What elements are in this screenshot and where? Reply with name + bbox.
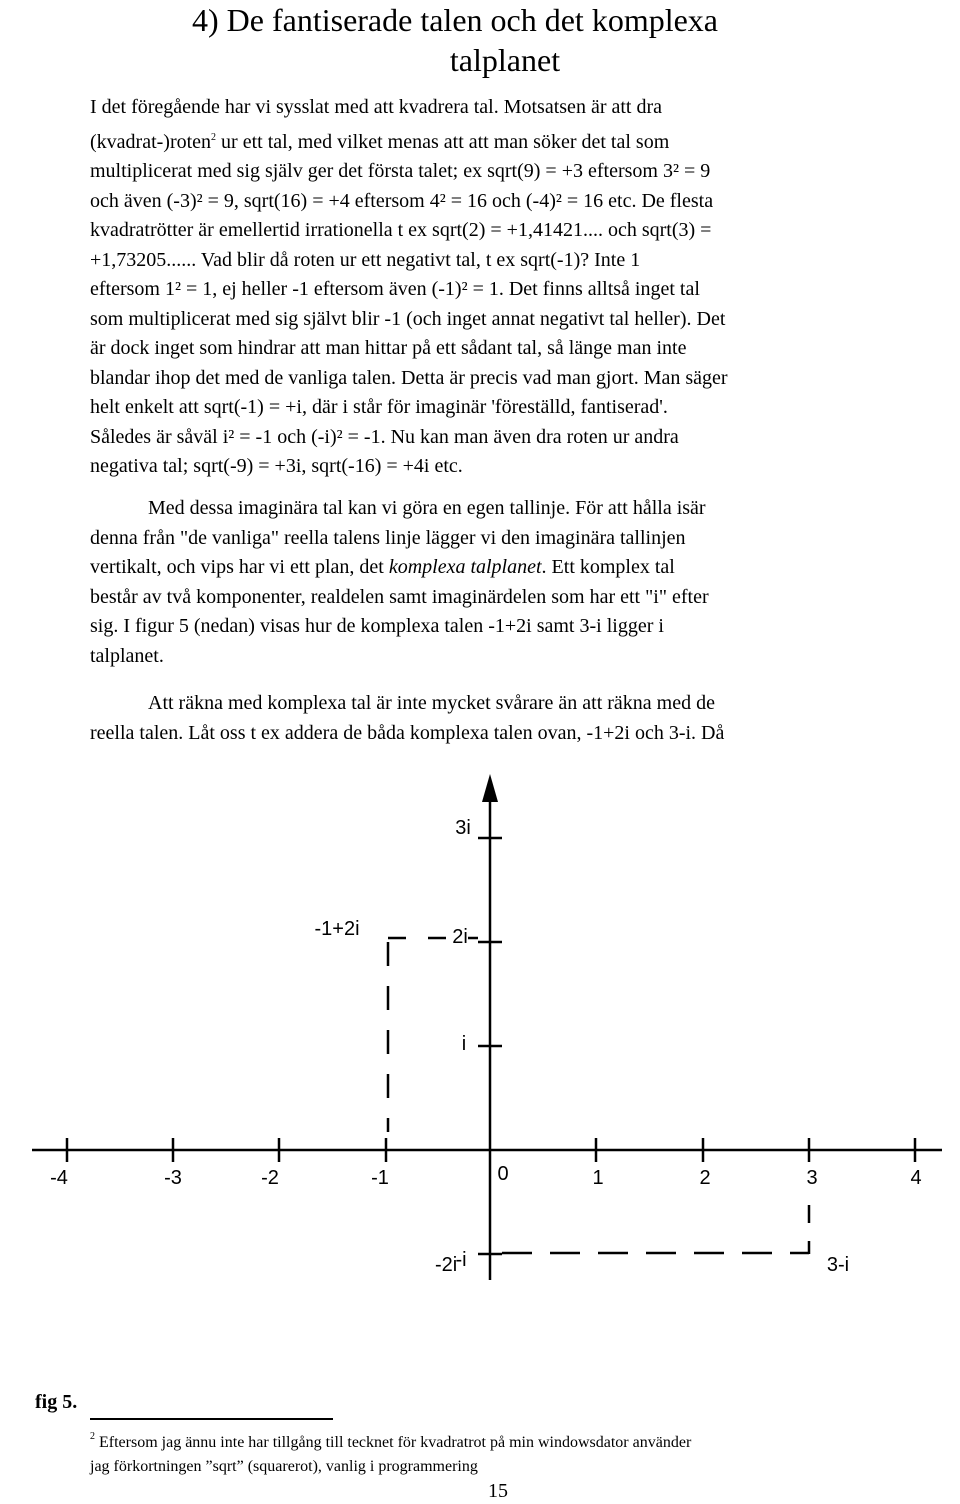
text-line: blandar ihop det med de vanliga talen. Detta är precis vad man gjort. Man säger bbox=[90, 366, 728, 389]
text-line: Således är såväl i² = -1 och (-i)² = -1. Nu kan man även dra roten ur andra bbox=[90, 425, 679, 448]
text-line bbox=[90, 123, 890, 158]
figure-caption: fig 5. bbox=[35, 1391, 78, 1413]
text-line: som multiplicerat med sig självt blir -1 (och inget annat negativt tal heller). Det bbox=[90, 307, 726, 330]
point-label: -1+2i bbox=[314, 918, 360, 940]
page-number: 15 bbox=[488, 1480, 508, 1502]
x-tick-label: 1 bbox=[592, 1167, 604, 1189]
x-tick-labels bbox=[50, 1163, 921, 1189]
x-tick-label: 3 bbox=[806, 1167, 818, 1189]
footnote-divider bbox=[90, 1418, 333, 1420]
x-tick-label: -3 bbox=[164, 1167, 182, 1189]
text-line: helt enkelt att sqrt(-1) = +i, där i står för imaginär 'föreställd, fantiserad'. bbox=[90, 396, 668, 418]
x-tick-label: -1 bbox=[371, 1167, 389, 1189]
text-line: Att räkna med komplexa tal är inte mycket svårare än att räkna med de bbox=[148, 692, 715, 714]
text-line: och även (-3)² = 9, sqrt(16) = +4 eftersom 4² = 16 och (-4)² = 16 etc. De flesta bbox=[90, 189, 714, 212]
text-span: . Ett komplex tal bbox=[541, 556, 675, 578]
footnote-marker: 2 bbox=[211, 131, 217, 143]
text-line: Med dessa imaginära tal kan vi göra en egen tallinje. För att hålla isär bbox=[148, 497, 706, 519]
text-line: negativa tal; sqrt(-9) = +3i, sqrt(-16) = +4i etc. bbox=[90, 455, 463, 477]
title-line-1: 4) De fantiserade talen och det komplexa bbox=[192, 2, 718, 38]
footnote-marker: 2 bbox=[90, 1431, 95, 1442]
footnote bbox=[90, 1425, 910, 1479]
axis-arrow-head bbox=[482, 774, 498, 802]
text-line: eftersom 1² = 1, ej heller -1 eftersom även (-1)² = 1. Det finns alltså inget tal bbox=[90, 278, 700, 300]
point-label: 3-i bbox=[826, 1254, 850, 1276]
y-tick-label: 2i bbox=[452, 926, 468, 948]
x-tick-label: -4 bbox=[50, 1167, 68, 1189]
text-span: vertikalt, och vips har vi ett plan, det bbox=[90, 556, 389, 578]
text-line: denna från "de vanliga" reella talens linje lägger vi den imaginära tallinjen bbox=[90, 526, 686, 549]
point-3-minus-i-guides bbox=[502, 1205, 809, 1254]
emphasis-term: komplexa talplanet bbox=[388, 556, 542, 578]
complex-plane-svg bbox=[0, 760, 960, 1300]
x-tick-label: 2 bbox=[699, 1167, 711, 1189]
text-line: multiplicerat med sig själv ger det första talet; ex sqrt(9) = +3 eftersom 3² = 9 bbox=[90, 160, 711, 182]
paragraph-3 bbox=[90, 689, 890, 748]
text-span: ur ett tal, med vilket menas att att man söker det tal som bbox=[216, 130, 670, 153]
paragraph-1 bbox=[90, 93, 890, 482]
footnote-line: jag förkortningen ”sqrt” (squarerot), vanlig i programmering bbox=[90, 1458, 478, 1475]
x-tick-label: 0 bbox=[497, 1163, 509, 1185]
x-tick-label: 4 bbox=[910, 1167, 922, 1189]
y-tick-label: i bbox=[461, 1033, 467, 1055]
y-tick-labels bbox=[452, 817, 471, 1271]
footnote-line bbox=[90, 1425, 910, 1455]
text-span: (kvadrat-)roten bbox=[90, 130, 212, 153]
text-span: Eftersom jag ännu inte har tillgång till tecknet för kvadratrot på min windowsdator använder bbox=[95, 1434, 692, 1451]
text-line: reella talen. Låt oss t ex addera de båda komplexa talen ovan, -1+2i och 3-i. Då bbox=[90, 721, 725, 744]
text-line: är dock inget som hindrar att man hittar på ett sådant tal, så länge man inte bbox=[90, 337, 687, 359]
page-title bbox=[0, 0, 960, 80]
complex-plane-figure bbox=[0, 760, 960, 1300]
y-tick-label: -i bbox=[455, 1249, 467, 1271]
text-line: I det föregående har vi sysslat med att kvadrera tal. Motsatsen är att dra bbox=[90, 96, 663, 118]
y-tick-label-minus-2i: -2i bbox=[435, 1254, 458, 1276]
x-tick-label: -2 bbox=[261, 1167, 279, 1189]
text-line: sig. I figur 5 (nedan) visas hur de komplexa talen -1+2i samt 3-i ligger i bbox=[90, 615, 664, 637]
text-line: kvadratrötter är emellertid irrationella t ex sqrt(2) = +1,41421.... och sqrt(3) = bbox=[90, 219, 712, 241]
text-line: består av två komponenter, realdelen samt imaginärdelen som har ett "i" efter bbox=[90, 585, 709, 608]
paragraph-2 bbox=[90, 494, 890, 671]
y-tick-label: 3i bbox=[455, 817, 471, 839]
title-line-2: talplanet bbox=[449, 42, 561, 78]
text-line: +1,73205...... Vad blir då roten ur ett negativt tal, t ex sqrt(-1)? Inte 1 bbox=[90, 248, 641, 271]
text-line bbox=[90, 553, 890, 583]
text-line: talplanet. bbox=[90, 644, 164, 667]
